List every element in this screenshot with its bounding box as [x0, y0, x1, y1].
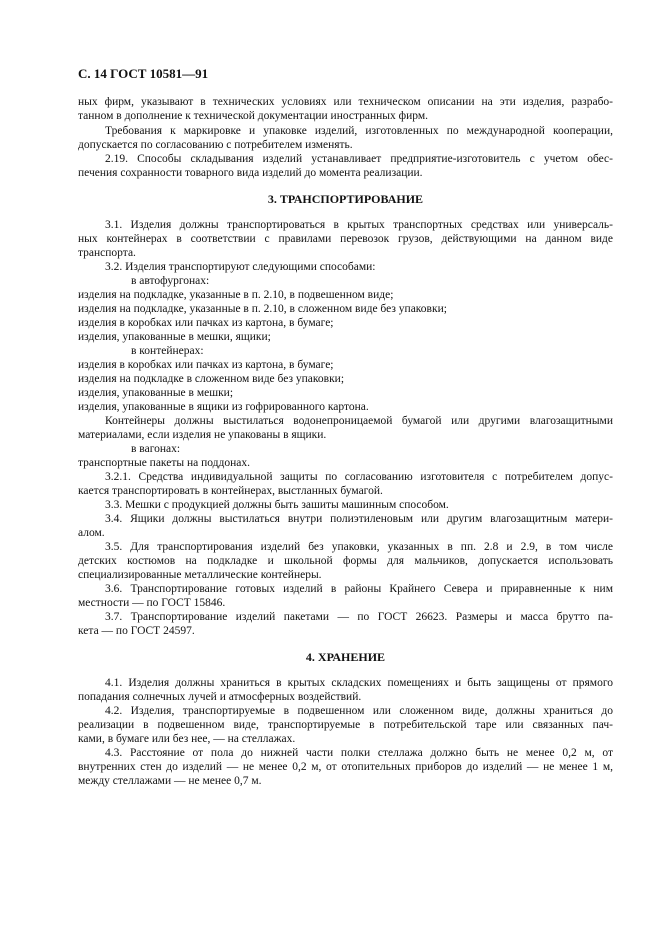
- section-title-transport: 3. ТРАНСПОРТИРОВАНИЕ: [267, 192, 424, 206]
- text-line: 2.19. Способы складывания изделий устанавливает предприятие-изготовитель с учетом обес-: [105, 153, 613, 165]
- text-line: печения сохранности товарного вида изделий до момента реализации.: [78, 167, 423, 179]
- text-line: внутренних стен до изделий — не менее 0,2 м, от отопительных приборов до изделий — не менее 1 м,: [78, 761, 613, 773]
- text-line: ных контейнерах в соответствии с правилами перевозок грузов, действующими на данном виде: [78, 233, 613, 245]
- text-line: 3.7. Транспортирование изделий пакетами — по ГОСТ 26623. Размеры и масса брутто па-: [105, 611, 613, 623]
- text-line: в вагонах:: [131, 443, 181, 455]
- text-line: в контейнерах:: [131, 345, 204, 357]
- text-line: 3.1. Изделия должны транспортироваться в крытых транспортных средствах или универсаль-: [105, 219, 613, 231]
- text-line: между стеллажами — не менее 0,7 м.: [78, 775, 262, 787]
- text-line: Контейнеры должны выстилаться водонепроницаемой бумагой или другими влагозащитными: [105, 415, 613, 427]
- text-line: танном в дополнение к технической документации иностранных фирм.: [78, 110, 428, 122]
- text-line: 3.4. Ящики должны выстилаться внутри полиэтиленовым или другим влагозащитным матери-: [105, 513, 613, 525]
- text-line: изделия, упакованные в мешки;: [78, 387, 234, 399]
- text-line: 4.2. Изделия, транспортируемые в подвешенном или сложенном виде, должны храниться до: [105, 705, 613, 717]
- text-line: 3.6. Транспортирование готовых изделий в районы Крайнего Севера и приравненные к ним: [105, 583, 613, 595]
- text-line: изделия на подкладке в сложенном виде без упаковки;: [78, 373, 345, 385]
- text-line: транспорта.: [78, 247, 136, 259]
- text-line: специализированные металлические контейнеры.: [78, 569, 322, 581]
- text-line: 3.3. Мешки с продукцией должны быть зашиты машинным способом.: [105, 499, 449, 511]
- text-line: материалами, если изделия не упакованы в ящики.: [78, 429, 327, 441]
- text-line: 3.2.1. Средства индивидуальной защиты по согласованию изготовителя с потребителем допус-: [105, 471, 613, 483]
- text-line: кета — по ГОСТ 24597.: [78, 625, 195, 637]
- text-line: изделия, упакованные в мешки, ящики;: [78, 331, 271, 343]
- text-line: ных фирм, указывают в технических условиях или техническом описании на эти изделия, разрабо-: [78, 96, 613, 108]
- text-line: кается транспортировать в контейнерах, выстланных бумагой.: [78, 485, 383, 497]
- text-line: реализации в подвешенном виде, транспортируемые в потребительской таре или связанных пач-: [78, 719, 613, 731]
- text-line: изделия на подкладке, указанные в п. 2.10, в подвешенном виде;: [78, 289, 394, 301]
- text-line: ками, в бумаге или без нее, — на стеллажах.: [78, 733, 296, 745]
- text-line: 4.1. Изделия должны храниться в крытых складских помещениях и быть защищены от прямого: [105, 677, 613, 689]
- text-line: попадания солнечных лучей и атмосферных воздействий.: [78, 691, 362, 703]
- text-line: 3.2. Изделия транспортируют следующими способами:: [105, 261, 376, 273]
- page-header: С. 14 ГОСТ 10581—91: [78, 66, 209, 81]
- text-line: изделия в коробках или пачках из картона, в бумаге;: [78, 359, 334, 371]
- text-line: изделия, упакованные в ящики из гофрированного картона.: [78, 401, 369, 413]
- text-line: детских костюмов на подкладке и школьной формы для мальчиков, допускается использовать: [78, 555, 613, 567]
- text-line: в автофургонах:: [131, 275, 210, 287]
- text-line: местности — по ГОСТ 15846.: [78, 597, 226, 609]
- text-line: допускается по согласованию с потребителем изменять.: [78, 139, 353, 151]
- text-line: Требования к маркировке и упаковке изделий, изготовленных по международной кооперации,: [105, 125, 613, 137]
- text-line: 3.5. Для транспортирования изделий без упаковки, указанных в пп. 2.8 и 2.9, в том числе: [105, 541, 613, 553]
- text-line: изделия на подкладке, указанные в п. 2.10, в сложенном виде без упаковки;: [78, 303, 447, 315]
- text-line: изделия в коробках или пачках из картона, в бумаге;: [78, 317, 334, 329]
- text-line: транспортные пакеты на поддонах.: [78, 457, 251, 469]
- text-line: 4.3. Расстояние от пола до нижней части полки стеллажа должно быть не менее 0,2 м, от: [105, 747, 613, 759]
- text-line: алом.: [78, 527, 105, 539]
- section-title-storage: 4. ХРАНЕНИЕ: [305, 650, 386, 664]
